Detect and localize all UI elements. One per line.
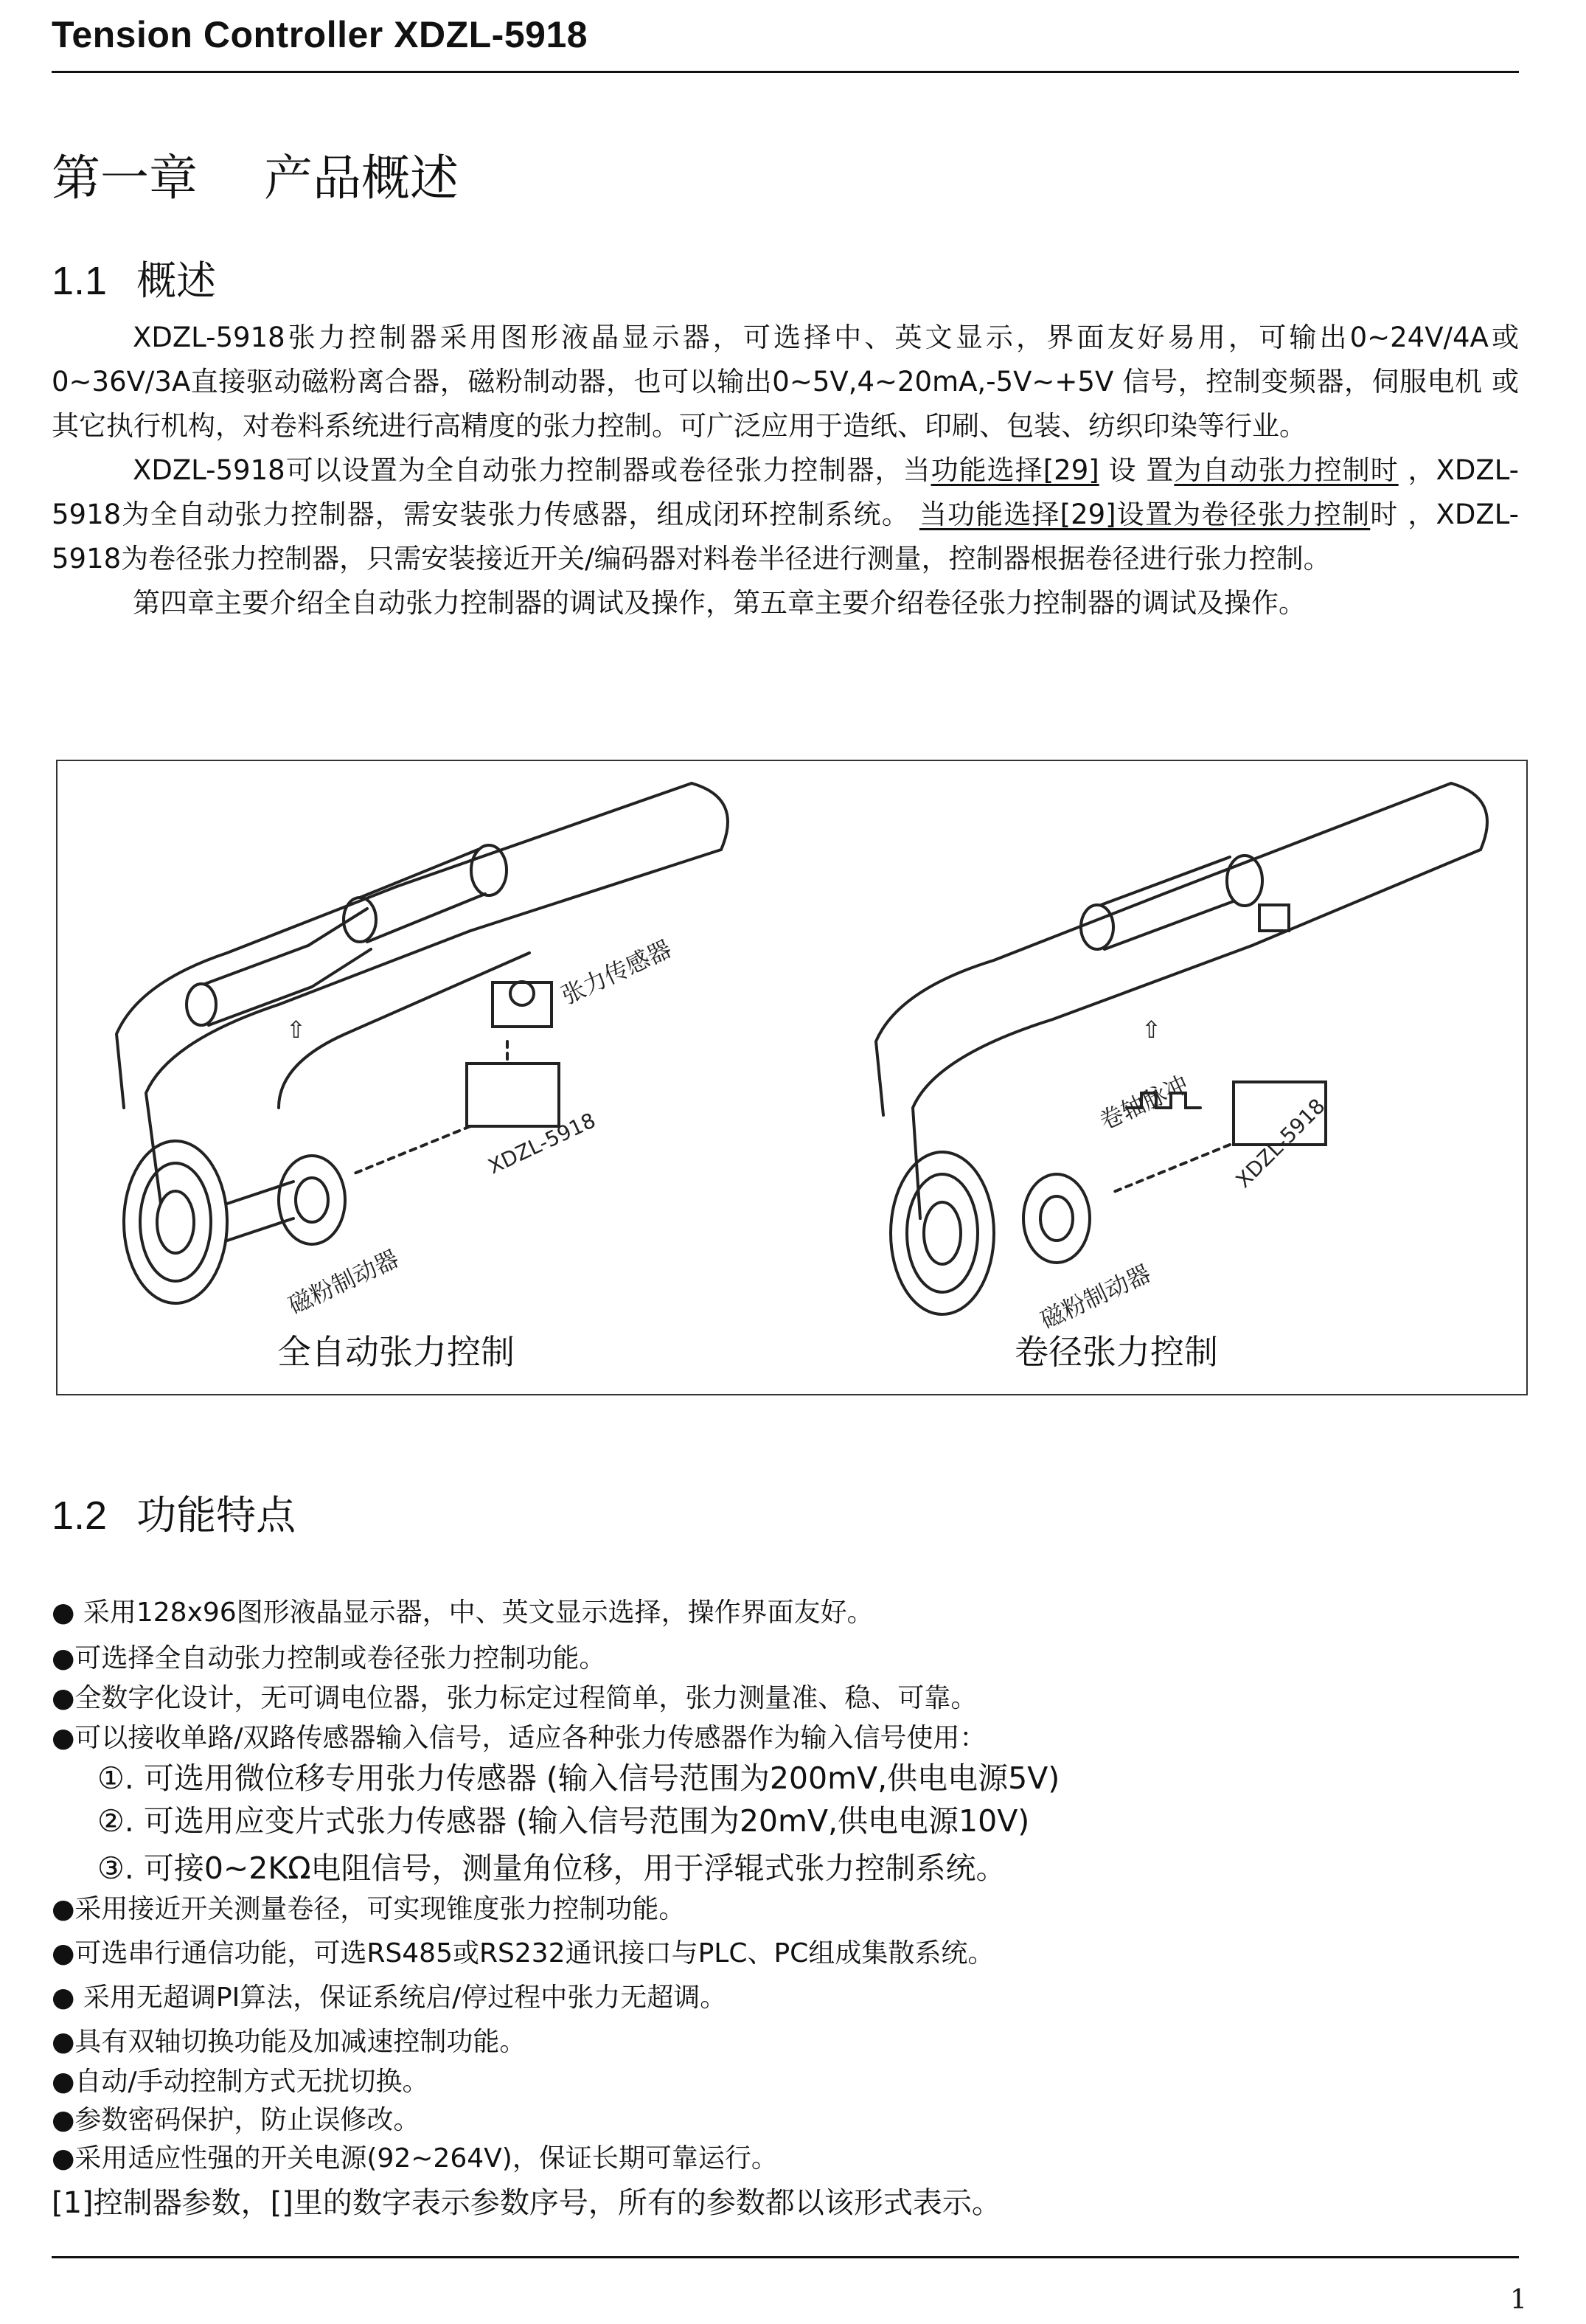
feature-item: ●采用适应性强的开关电源(92~264V)，保证长期可靠运行。	[52, 2143, 778, 2174]
tension-control-figure	[56, 760, 1528, 1395]
overview-paragraph-2	[52, 448, 1519, 581]
right-brake-label: 磁粉制动器	[1036, 1259, 1155, 1335]
feature-item: ●可选串行通信功能，可选RS485或RS232通讯接口与PLC、PC组成集散系统。	[52, 1938, 995, 1969]
feature-item: ●全数字化设计，无可调电位器，张力标定过程简单，张力测量准、稳、可靠。	[52, 1683, 978, 1713]
section-1-1-body	[52, 316, 1519, 625]
parameter-note: [1]控制器参数，[]里的数字表示参数序号，所有的参数都以该形式表示。	[52, 2186, 1001, 2220]
header-rule	[52, 71, 1519, 73]
section-1-2-heading	[52, 1484, 296, 1541]
overview-paragraph-1: XDZL-5918张力控制器采用图形液晶显示器，可选择中、英文显示，界面友好易用，可输出0~24V/4A或 0~36V/3A直接驱动磁粉离合器，磁粉制动器，也可以输出0~5V,4~20mA,-5V~+5V 信号，控制变频器，伺服电机 或其它执行机构，对卷料系统进行高精度的张力控制。可广泛应用于造纸、印刷、包装、纺织印染等行业。	[52, 322, 1519, 442]
chapter-title: 产品概述	[264, 150, 459, 207]
footer-rule	[52, 2256, 1519, 2258]
p2-underline-function-select: 功能选择[29]	[931, 454, 1099, 486]
feature-item: ●具有双轴切换功能及加减速控制功能。	[52, 2027, 526, 2057]
p2-underline-diameter-tension: 当功能选择[29]设置为卷径张力控制	[919, 499, 1371, 530]
p2-text-c: ，XDZL-5918为全自动张力控制器，需安装张力传感器，组成闭环控制系统。	[52, 454, 1520, 530]
feature-subitem: ①. 可选用微位移专用张力传感器 (输入信号范围为200mV,供电电源5V)	[97, 1761, 1060, 1796]
overview-paragraph-3: 第四章主要介绍全自动张力控制器的调试及操作，第五章主要介绍卷径张力控制器的调试及操作。	[133, 587, 1306, 619]
section-number: 1.1	[52, 259, 108, 303]
feature-item: ●采用接近开关测量卷径，可实现锥度张力控制功能。	[52, 1894, 686, 1924]
p2-text-a: XDZL-5918可以设置为全自动张力控制器或卷径张力控制器，当	[133, 454, 931, 486]
section-1-1-heading	[52, 249, 216, 306]
document-header-title: Tension Controller XDZL-5918	[52, 14, 588, 55]
right-up-arrow-icon: ⇧	[1141, 1016, 1161, 1044]
left-brake-label: 磁粉制动器	[284, 1244, 403, 1320]
section-title: 概述	[136, 257, 217, 304]
right-pulse-label: 卷轴脉冲	[1095, 1069, 1193, 1136]
left-diagram	[116, 783, 728, 1303]
left-controller-label: XDZL-5918	[484, 1108, 599, 1179]
chapter-heading	[52, 139, 459, 209]
p2-text-b: 设 置	[1099, 454, 1175, 486]
right-figure-caption: 卷径张力控制	[1015, 1332, 1218, 1372]
left-figure-caption: 全自动张力控制	[277, 1332, 515, 1372]
feature-item: ● 采用128x96图形液晶显示器，中、英文显示选择，操作界面友好。	[52, 1598, 874, 1628]
p2-text-d: 时 ，XDZL-5918为卷径张力控制器，只需安装接近开关/编码器对料卷半径进行测量，控制器根据卷径进行张力控制。	[52, 499, 1520, 575]
chapter-number: 第一章	[52, 150, 198, 207]
section-number: 1.2	[52, 1494, 108, 1538]
feature-item: ●自动/手动控制方式无扰切换。	[52, 2067, 429, 2097]
feature-item: ● 采用无超调PI算法，保证系统启/停过程中张力无超调。	[52, 1983, 727, 2013]
left-sensor-label: 张力传感器	[557, 934, 676, 1010]
feature-item: ●参数密码保护，防止误修改。	[52, 2105, 420, 2135]
left-up-arrow-icon: ⇧	[286, 1016, 306, 1044]
right-controller-label: XDZL-5918	[1231, 1094, 1330, 1193]
right-diagram	[876, 783, 1487, 1314]
p2-underline-auto-tension: 为自动张力控制时	[1174, 454, 1399, 486]
feature-item: ●可选择全自动张力控制或卷径张力控制功能。	[52, 1643, 606, 1673]
section-title: 功能特点	[136, 1492, 296, 1539]
feature-subitem: ③. 可接0~2KΩ电阻信号，测量角位移，用于浮辊式张力控制系统。	[97, 1850, 1006, 1886]
page-number: 1	[1510, 2285, 1527, 2315]
feature-subitem: ②. 可选用应变片式张力传感器 (输入信号范围为20mV,供电电源10V)	[97, 1803, 1030, 1839]
feature-item: ●可以接收单路/双路传感器输入信号，适应各种张力传感器作为输入信号使用：	[52, 1723, 987, 1753]
figure-illustration	[58, 761, 1526, 1394]
